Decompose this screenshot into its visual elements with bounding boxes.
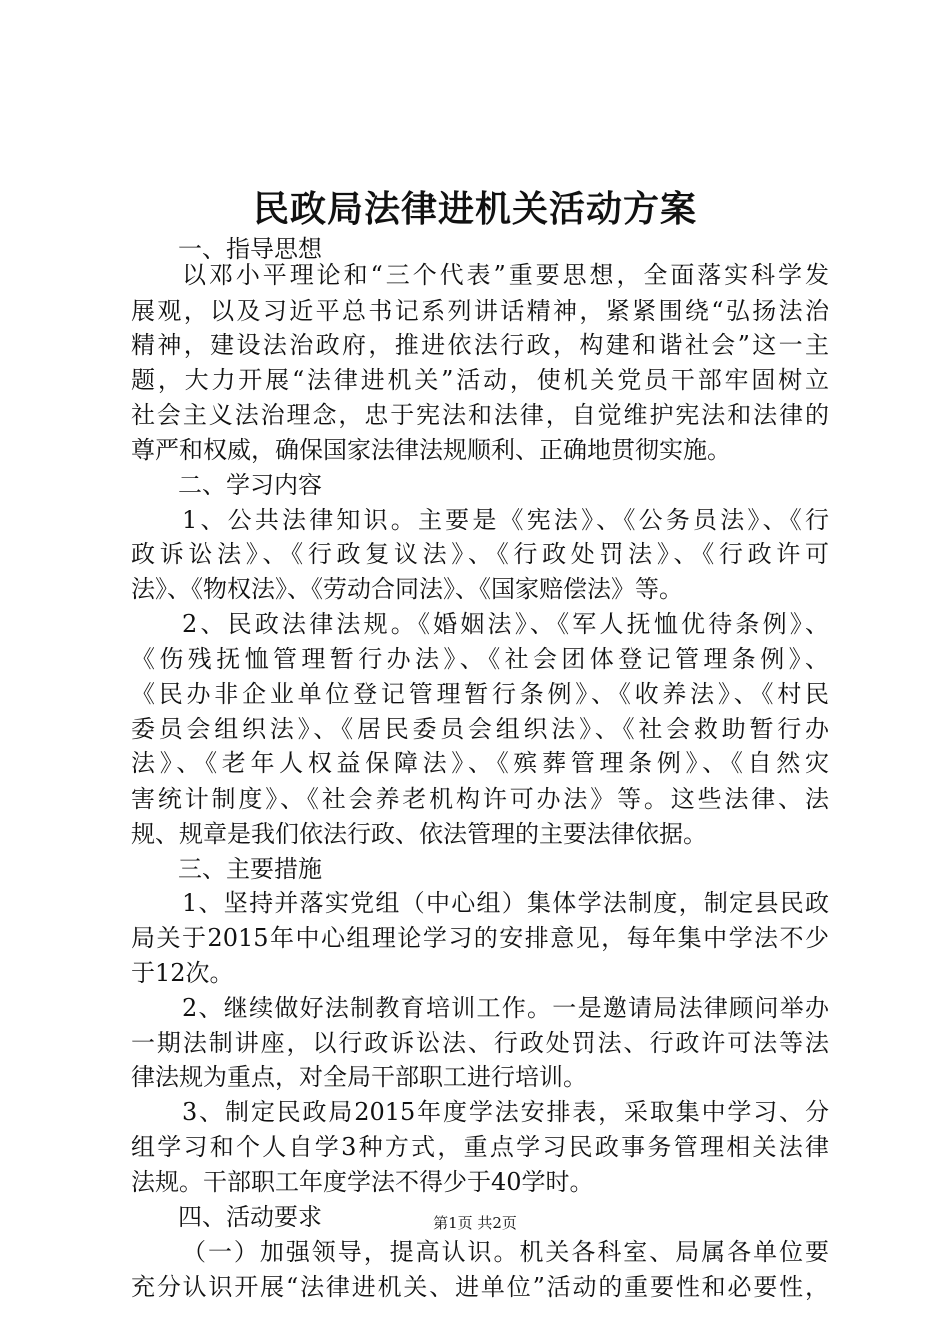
page-footer: 第1页 共2页: [433, 1214, 517, 1232]
text-line: 尊严和权威，确保国家法律法规顺利、正确地贯彻实施。: [131, 436, 731, 464]
text-line: 3、制定民政局2015年度学法安排表，采取集中学习、分: [182, 1098, 829, 1126]
text-line: 《伤残抚恤管理暂行办法》、《社会团体登记管理条例》、: [131, 645, 829, 673]
text-line: 题，大力开展“法律进机关”活动，使机关党员干部牢固树立: [131, 366, 829, 394]
document-title: 民政局法律进机关活动方案: [252, 188, 697, 230]
text-line: 三、主要措施: [178, 855, 322, 883]
text-line: 法》、《老年人权益保障法》、《殡葬管理条例》、《自然灾: [131, 749, 829, 777]
text-line: 以邓小平理论和“三个代表”重要思想，全面落实科学发: [182, 261, 829, 289]
text-line: 二、学习内容: [178, 471, 322, 499]
text-line: 法》、《物权法》、《劳动合同法》、《国家赔偿法》等。: [131, 575, 683, 603]
text-line: 一期法制讲座，以行政诉讼法、行政处罚法、行政许可法等法: [131, 1029, 829, 1057]
text-line: 组学习和个人自学3种方式，重点学习民政事务管理相关法律: [131, 1133, 829, 1161]
text-line: 规、规章是我们依法行政、依法管理的主要法律依据。: [131, 820, 707, 848]
text-line: 委员会组织法》、《居民委员会组织法》、《社会救助暂行办: [131, 715, 829, 743]
text-line: 1、坚持并落实党组（中心组）集体学法制度，制定县民政: [182, 889, 829, 917]
text-line: 四、活动要求: [178, 1203, 322, 1231]
text-line: 政诉讼法》、《行政复议法》、《行政处罚法》、《行政许可: [131, 540, 829, 568]
text-line: 法规。干部职工年度学法不得少于40学时。: [131, 1168, 594, 1196]
text-line: 2、继续做好法制教育培训工作。一是邀请局法律顾问举办: [182, 994, 829, 1022]
text-line: 充分认识开展“法律进机关、进单位”活动的重要性和必要性，: [131, 1273, 829, 1301]
text-line: 局关于2015年中心组理论学习的安排意见，每年集中学法不少: [131, 924, 829, 952]
text-line: 精神，建设法治政府，推进依法行政，构建和谐社会”这一主: [131, 331, 829, 359]
text-line: 律法规为重点，对全局干部职工进行培训。: [131, 1063, 587, 1091]
text-line: 2、民政法律法规。《婚姻法》、《军人抚恤优待条例》、: [182, 610, 829, 638]
text-line: （一）加强领导，提高认识。机关各科室、局属各单位要: [182, 1238, 829, 1266]
text-line: 展观，以及习近平总书记系列讲话精神，紧紧围绕“弘扬法治: [131, 297, 829, 325]
text-line: 一、指导思想: [178, 235, 322, 263]
text-line: 1、公共法律知识。主要是《宪法》、《公务员法》、《行: [182, 506, 829, 534]
text-line: 害统计制度》、《社会养老机构许可办法》等。这些法律、法: [131, 785, 829, 813]
text-line: 《民办非企业单位登记管理暂行条例》、《收养法》、《村民: [131, 680, 829, 708]
text-line: 社会主义法治理念，忠于宪法和法律，自觉维护宪法和法律的: [131, 401, 829, 429]
text-line: 于12次。: [131, 959, 234, 987]
